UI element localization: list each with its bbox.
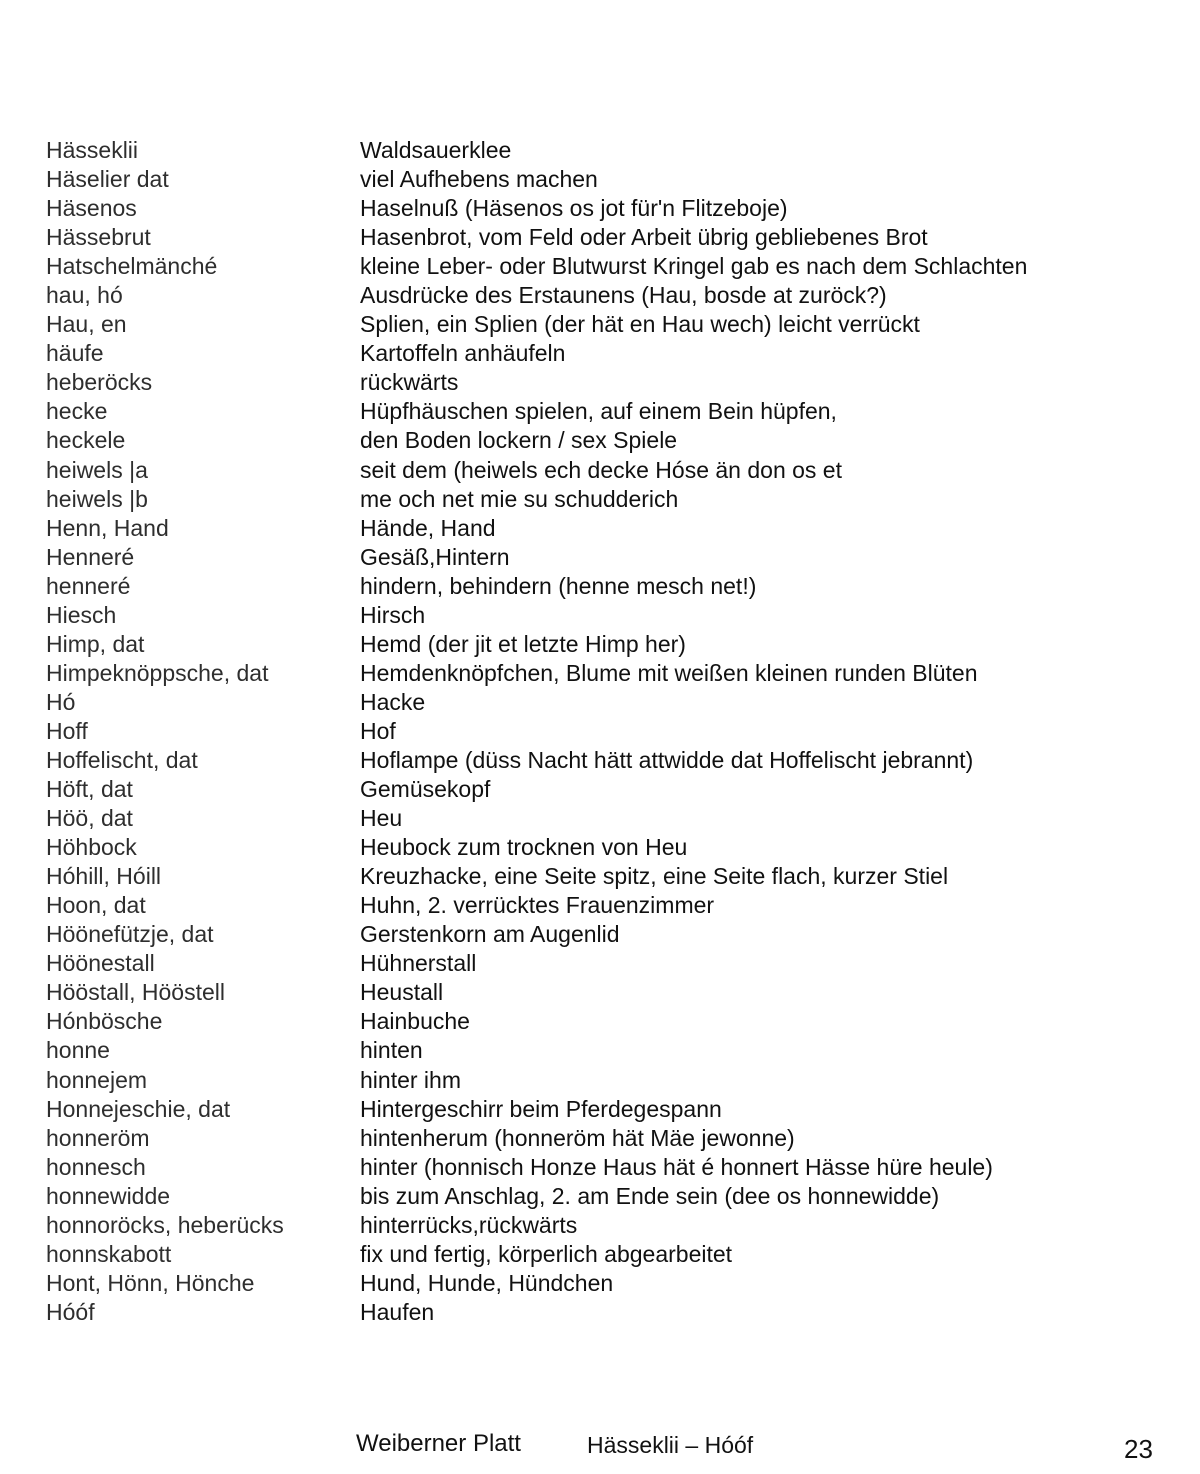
entry-row <box>46 194 1156 223</box>
entry-row <box>46 485 1156 514</box>
entry-definition: Hintergeschirr beim Pferdegespann <box>360 1095 722 1122</box>
entry-definition: Splien, ein Splien (der hät en Hau wech) leicht verrückt <box>360 311 920 338</box>
entry-row <box>46 1095 1156 1124</box>
entry-term: heiwels |a <box>46 456 148 483</box>
entry-row <box>46 281 1156 310</box>
entry-term: Hont, Hönn, Hönche <box>46 1269 255 1296</box>
entry-term: honnejem <box>46 1066 148 1093</box>
entry-definition: fix und fertig, körperlich abgearbeitet <box>360 1240 733 1267</box>
entry-term: Höft, dat <box>46 776 133 803</box>
entry-definition: seit dem (heiwels ech decke Hóse än don os et <box>360 456 842 483</box>
entry-term: Hoff <box>46 717 88 744</box>
entry-term: Honnejeschie, dat <box>46 1095 231 1122</box>
entry-row <box>46 659 1156 688</box>
entry-definition: hinterrücks,rückwärts <box>360 1211 578 1238</box>
entry-definition: Hüpfhäuschen spielen, auf einem Bein hüpfen, <box>360 398 837 425</box>
entry-term: Hóhill, Hóill <box>46 863 162 890</box>
entry-row <box>46 891 1156 920</box>
entry-row <box>46 310 1156 339</box>
entry-definition: Haselnuß (Häsenos os jot für'n Flitzeboje) <box>360 195 788 222</box>
entry-term: Hässeklii <box>46 137 139 163</box>
entry-definition: Hemdenknöpfchen, Blume mit weißen kleinen runden Blüten <box>360 659 978 686</box>
entry-term: Hónbösche <box>46 1008 163 1035</box>
entry-definition: Hemd (der jit et letzte Himp her) <box>360 630 686 657</box>
entry-term: Hau, en <box>46 311 127 338</box>
entry-definition: Gemüsekopf <box>360 776 491 803</box>
entry-row <box>46 1124 1156 1153</box>
entry-definition: hindern, behindern (henne mesch net!) <box>360 572 757 599</box>
entry-row <box>46 426 1156 455</box>
entry-definition: Ausdrücke des Erstaunens (Hau, bosde at zuröck?) <box>360 282 887 309</box>
entry-term: Hässebrut <box>46 224 151 251</box>
entry-definition: Hühnerstall <box>360 950 477 977</box>
entry-row <box>46 920 1156 949</box>
entry-term: Himpeknöppsche, dat <box>46 659 269 686</box>
entry-term: Hoffelischt, dat <box>46 746 198 773</box>
entry-definition: kleine Leber- oder Blutwurst Kringel gab es nach dem Schlachten <box>360 253 1028 280</box>
entry-term: Hoon, dat <box>46 892 146 919</box>
entry-definition: Gerstenkorn am Augenlid <box>360 921 620 948</box>
entry-term: honneröm <box>46 1124 150 1151</box>
entry-term: Höö, dat <box>46 805 133 832</box>
entry-row <box>46 1153 1156 1182</box>
entry-row <box>46 746 1156 775</box>
entry-definition: Haufen <box>360 1298 435 1325</box>
entry-definition: Gesäß,Hintern <box>360 543 510 570</box>
entry-definition: Hirsch <box>360 601 426 628</box>
entry-term: Hiesch <box>46 601 117 628</box>
entry-term: Höhbock <box>46 834 137 861</box>
entry-row <box>46 368 1156 397</box>
entry-term: Häsenos <box>46 195 137 222</box>
entry-definition: viel Aufhebens machen <box>360 166 598 193</box>
entry-term: honnoröcks, heberücks <box>46 1211 284 1238</box>
entry-term: Hó <box>46 688 76 715</box>
entry-row <box>46 1211 1156 1240</box>
entry-row <box>46 1182 1156 1211</box>
entry-definition: Hainbuche <box>360 1008 470 1035</box>
entry-term: henneré <box>46 572 131 599</box>
entry-row <box>46 601 1156 630</box>
entry-row <box>46 1240 1156 1269</box>
entry-row <box>46 775 1156 804</box>
entry-term: Höönestall <box>46 950 155 977</box>
entry-term: Höönefützje, dat <box>46 921 214 948</box>
entry-row <box>46 456 1156 485</box>
footer-title: Weiberner Platt <box>356 1430 521 1457</box>
entry-definition: Kartoffeln anhäufeln <box>360 340 566 367</box>
entry-term: Häselier dat <box>46 166 169 193</box>
entry-term: Henn, Hand <box>46 514 169 541</box>
entry-definition: Heubock zum trocknen von Heu <box>360 834 688 861</box>
entry-row <box>46 862 1156 891</box>
page-footer <box>0 1430 1200 1470</box>
entry-term: honne <box>46 1037 110 1064</box>
entry-definition: Hund, Hunde, Hündchen <box>360 1269 614 1296</box>
entry-row <box>46 1036 1156 1065</box>
entry-row <box>46 223 1156 252</box>
entry-definition: hinter ihm <box>360 1066 461 1093</box>
entry-term: honnskabott <box>46 1240 172 1267</box>
entry-definition: hinter (honnisch Honze Haus hät é honnert Hässe hüre heule) <box>360 1153 993 1180</box>
entry-row <box>46 1298 1156 1327</box>
entry-list <box>46 136 1156 1327</box>
entry-row <box>46 1007 1156 1036</box>
entry-term: heberöcks <box>46 369 153 396</box>
entry-definition: hinten <box>360 1037 423 1064</box>
page-number: 23 <box>1124 1434 1153 1464</box>
entry-definition: Huhn, 2. verrücktes Frauenzimmer <box>360 892 715 919</box>
entry-row <box>46 978 1156 1007</box>
entry-definition: Hof <box>360 717 396 744</box>
entry-definition: rückwärts <box>360 369 459 396</box>
entry-definition: hintenherum (honneröm hät Mäe jewonne) <box>360 1124 795 1151</box>
entry-definition: Waldsauerklee <box>360 137 512 163</box>
entry-term: hecke <box>46 398 108 425</box>
entry-term: Hatschelmänché <box>46 253 218 280</box>
entry-definition: Heu <box>360 805 403 832</box>
entry-definition: Hasenbrot, vom Feld oder Arbeit übrig gebliebenes Brot <box>360 224 928 251</box>
entry-row <box>46 252 1156 281</box>
entry-term: Hööstall, Hööstell <box>46 979 225 1006</box>
entry-term: heckele <box>46 427 126 454</box>
entry-row <box>46 630 1156 659</box>
entry-row <box>46 514 1156 543</box>
entry-row <box>46 804 1156 833</box>
entry-row <box>46 165 1156 194</box>
entry-term: Himp, dat <box>46 630 145 657</box>
entry-definition: bis zum Anschlag, 2. am Ende sein (dee os honnewidde) <box>360 1182 940 1209</box>
entry-row <box>46 397 1156 426</box>
entry-definition: den Boden lockern / sex Spiele <box>360 427 678 454</box>
entry-definition: me och net mie su schudderich <box>360 485 679 512</box>
entry-row <box>46 339 1156 368</box>
entry-term: honnewidde <box>46 1182 171 1209</box>
entry-row <box>46 572 1156 601</box>
entry-row <box>46 136 1156 165</box>
entry-row <box>46 833 1156 862</box>
entry-row <box>46 543 1156 572</box>
entry-definition: Hacke <box>360 688 426 715</box>
entry-term: hau, hó <box>46 282 123 309</box>
entry-term: Hóóf <box>46 1298 95 1325</box>
entry-definition: Hände, Hand <box>360 514 496 541</box>
entry-term: häufe <box>46 340 104 367</box>
entry-term: heiwels |b <box>46 485 148 512</box>
entry-row <box>46 688 1156 717</box>
entry-term: honnesch <box>46 1153 146 1180</box>
entry-row <box>46 949 1156 978</box>
footer-range: Hässeklii – Hóóf <box>587 1432 754 1458</box>
entry-row <box>46 1066 1156 1095</box>
entry-definition: Hoflampe (düss Nacht hätt attwidde dat Hoffelischt jebrannt) <box>360 746 974 773</box>
entry-row <box>46 1269 1156 1298</box>
entry-definition: Kreuzhacke, eine Seite spitz, eine Seite flach, kurzer Stiel <box>360 863 949 890</box>
entry-term: Henneré <box>46 543 135 570</box>
entry-definition: Heustall <box>360 979 444 1006</box>
entry-row <box>46 717 1156 746</box>
